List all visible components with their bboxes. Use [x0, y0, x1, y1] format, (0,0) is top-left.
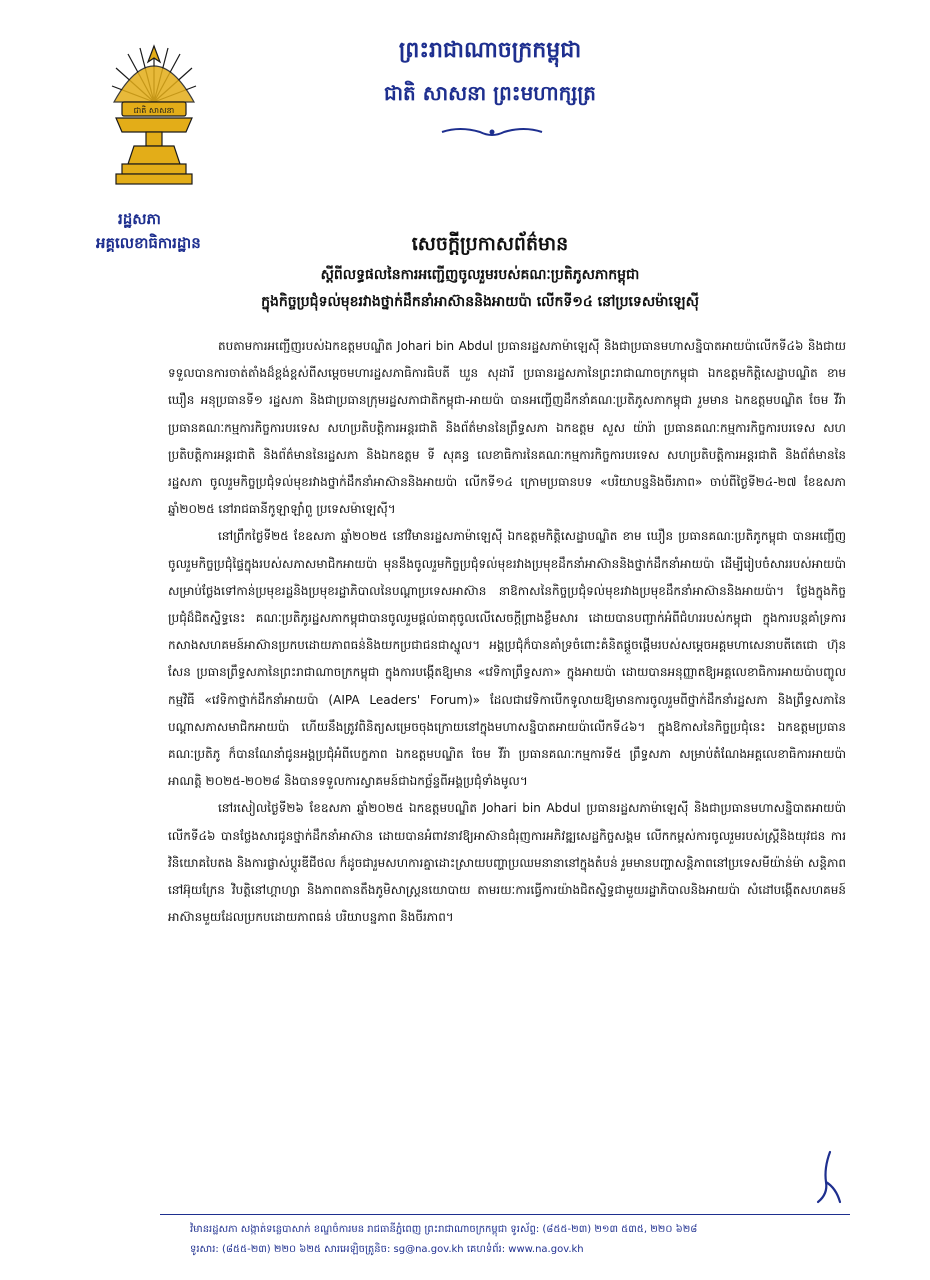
kingdom-heading: ព្រះរាជាណាចក្រកម្ពុជា [398, 38, 582, 63]
body-paragraph: នៅព្រឹកថ្ងៃទី២៥ ខែឧសភា ឆ្នាំ២០២៥ នៅវិមានរដ្ឋសភាម៉ាឡេស៊ី ឯកឧត្តមកិត្តិសេដ្ឋាបណ្ឌិត ខាម ឃឿន ប្រធានគណៈប្រតិភូកម្ពុជា បានអញ្ជើញចូលរួមកិច្ចប្រជុំផ្ទៃក្នុងរបស់សភាសមាជិកអាយប៉ា មុននឹងចូលរួមកិច្ចប្រជុំទល់មុខរវាងប្រមុខដឹកនាំអាស៊ាននិងថ្នាក់ដឹកនាំអាយប៉ា ដើម្បីរៀបចំសាររបស់អាយប៉ាសម្រាប់ថ្លែងទៅកាន់ប្រមុខរដ្ឋនិងប្រមុខរដ្ឋាភិបាលនៃបណ្តាប្រទេសអាស៊ាន នាឱកាសនៃកិច្ចប្រជុំទល់មុខរវាងប្រមុខដឹកនាំអាស៊ាននិងអាយប៉ា។ ថ្លែងក្នុងកិច្ចប្រជុំដ៏ជិតស្និទ្ធនេះ គណៈប្រតិភូរដ្ឋសភាកម្ពុជាបានចូលរួមផ្តល់ធាតុចូលលើសេចក្តីព្រាងខ្លឹមសារ ដោយបានបញ្ជាក់អំពីជំហររបស់កម្ពុជា ក្នុងការបន្តគាំទ្រការកសាងសហគមន៍អាស៊ានប្រកបដោយភាពធន់និងយកប្រជាជនជាស្នូល។ អង្គប្រជុំក៏បានគាំទ្រចំពោះគំនិតផ្តួចផ្តើមរបស់សម្តេចអគ្គមហាសេនាបតីតេជោ ហ៊ុន សែន ប្រធានព្រឹទ្ធសភានៃព្រះរាជាណាចក្រកម្ពុជា ក្នុងការបង្កើតឱ្យមាន «វេទិកាព្រឹទ្ធសភា» ក្នុងអាយប៉ា ដោយបានអនុញ្ញាតឱ្យអគ្គលេខាធិការអាយប៉ាបញ្ចូលកម្មវិធី «វេទិកាថ្នាក់ដឹកនាំអាយប៉ា (AIPA Leaders' Forum)» ដែលជាវេទិកាបើកទូលាយឱ្យមានការចូលរួមពីថ្នាក់ដឹកនាំរដ្ឋសភា និងព្រឹទ្ធសភានៃបណ្តាសភាសមាជិកអាយប៉ា ហើយនឹងត្រូវពិនិត្យសម្រេចចុងក្រោយនៅក្នុងមហាសន្និបាតអាយប៉ាលើកទី៤៦។ ក្នុងឱកាសនៃកិច្ចប្រជុំនេះ ឯកឧត្តមប្រធានគណៈប្រតិភូ ក៏បានណែនាំជូនអង្គប្រជុំអំពីបេក្ខភាព ឯកឧត្តមបណ្ឌិត ចែម វីរ៉ា ប្រធានគណៈកម្មការទី៥ ព្រឹទ្ធសភា សម្រាប់តំណែងអគ្គលេខាធិការអាយប៉ា អាណត្តិ ២០២៥-២០២៨ និងបានទទួលការស្វាគមន៍ជាឯកច្ឆ័ន្ទពីអង្គប្រជុំទាំងមូល។ [168, 529, 846, 789]
department-line1: រដ្ឋសភា [118, 210, 161, 228]
department-label [96, 207, 256, 255]
body-paragraph: នៅរសៀលថ្ងៃទី២៦ ខែឧសភា ឆ្នាំ២០២៥ ឯកឧត្តមបណ្ឌិត Johari bin Abdul ប្រធានរដ្ឋសភាម៉ាឡេស៊ី និងជាប្រធានមហាសន្និបាតអាយប៉ាលើកទី៤៦ បានថ្លែងសារជូនថ្នាក់ដឹកនាំអាស៊ាន ដោយបានអំពាវនាវឱ្យអាស៊ានជំរុញការអភិវឌ្ឍសេដ្ឋកិច្ចសង្គម លើកកម្ពស់ការចូលរួមរបស់ស្ត្រីនិងយុវជន ការវិនិយោគបៃតង និងការផ្លាស់ប្តូរឌីជីថល ក៏ដូចជារួមសហការគ្នាដោះស្រាយបញ្ហាប្រឈមនានានៅក្នុងតំបន់ រួមមានបញ្ហាសន្តិភាពនៅប្រទេសមីយ៉ាន់ម៉ា សន្តិភាពនៅអ៊ុយក្រែន វិបត្តិនៅហ្គាហ្សា និងភាពតានតឹងភូមិសាស្ត្រនយោបាយ តាមរយៈការធ្វើការយ៉ាងជិតស្និទ្ធជាមួយរដ្ឋាភិបាលនិងអាយប៉ា សំដៅបង្កើតសហគមន៍អាស៊ានមួយដែលប្រកបដោយភាពធន់ បរិយាបន្នភាព និងចីរភាព។ [168, 801, 846, 925]
ornament-divider-icon [440, 126, 544, 138]
document-subtitle-line1: ស្តីពីលទ្ធផលនៃការអញ្ជើញចូលរួមរបស់គណៈប្រតិភូសភាកម្ពុជា [320, 267, 640, 283]
signature-mark [806, 1148, 846, 1208]
emblem-text: ជាតិ សាសនា [133, 106, 175, 115]
body-paragraph: តបតាមការអញ្ជើញរបស់ឯកឧត្តមបណ្ឌិត Johari bin Abdul ប្រធានរដ្ឋសភាម៉ាឡេស៊ី និងជាប្រធានមហាសន្និបាតអាយប៉ាលើកទី៤៦ និងជាយទទួលបានការចាត់តាំងដ៏ខ្ពង់ខ្ពស់ពីសម្តេចមហារដ្ឋសភាធិការធិបតី ឃួន សុដារី ប្រធានរដ្ឋសភានៃព្រះរាជាណាចក្រកម្ពុជា ឯកឧត្តមកិត្តិសេដ្ឋាបណ្ឌិត ខាម ឃឿន អនុប្រធានទី១ រដ្ឋសភា និងជាប្រធានក្រុមរដ្ឋសភាជាតិកម្ពុជា-អាយប៉ា បានអញ្ជើញដឹកនាំគណៈប្រតិភូសភាកម្ពុជា រួមមាន ឯកឧត្តមបណ្ឌិត ចែម វីរ៉ា ប្រធានគណៈកម្មការកិច្ចការបរទេស សហប្រតិបត្តិការអន្តរជាតិ និងព័ត៌មាននៃព្រឹទ្ធសភា ឯកឧត្តម សួស យ៉ារ៉ា ប្រធានគណៈកម្មការកិច្ចការបរទេស សហប្រតិបត្តិការអន្តរជាតិ និងព័ត៌មាននៃរដ្ឋសភា និងឯកឧត្តម ទី សុគន្ធ លេខាធិការនៃគណៈកម្មការកិច្ចការបរទេស សហប្រតិបត្តិការអន្តរជាតិ និងព័ត៌មាននៃរដ្ឋសភា ចូលរួមកិច្ចប្រជុំទល់មុខរវាងថ្នាក់ដឹកនាំអាស៊ាននិងអាយប៉ា លើកទី១៤ ក្រោមប្រធានបទ «បរិយាបន្ននិងចីរភាព» ចាប់ពីថ្ងៃទី២៤-២៧ ខែឧសភា ឆ្នាំ២០២៥ នៅរាជធានីកូឡាឡាំពួ ប្រទេសម៉ាឡេស៊ី។ [168, 339, 846, 517]
document-subtitle-line2: ក្នុងកិច្ចប្រជុំទល់មុខរវាងថ្នាក់ដឹកនាំអាស៊ាននិងអាយប៉ា លើកទី១៤ នៅប្រទេសម៉ាឡេស៊ី [261, 294, 699, 310]
footer-divider [160, 1214, 850, 1215]
document-title: សេចក្តីប្រកាសព័ត៌មាន [411, 233, 569, 255]
footer-address: វិមានរដ្ឋសភា សង្កាត់ទន្លេបាសាក់ ខណ្ឌចំការមន រាជធានីភ្នំពេញ ព្រះរាជាណាចក្រកម្ពុជា ទូរស័ព្ទ: (៨៥៥-២៣) ២១៣ ៥៣៥, ២២០ ៦២៨ [190, 1224, 698, 1235]
department-line2: អគ្គលេខាធិការដ្ឋាន [96, 234, 201, 252]
motto-heading: ជាតិ សាសនា ព្រះមហាក្សត្រ [384, 81, 596, 105]
press-release-body [168, 333, 846, 931]
national-assembly-emblem-icon [108, 40, 200, 190]
footer-contact: ទូរសារ: (៨៥៥-២៣) ២២០ ៦២៥ សារអេឡិចត្រូនិច: sg@na.gov.kh គេហទំព័រ: www.na.gov.kh [190, 1244, 584, 1255]
